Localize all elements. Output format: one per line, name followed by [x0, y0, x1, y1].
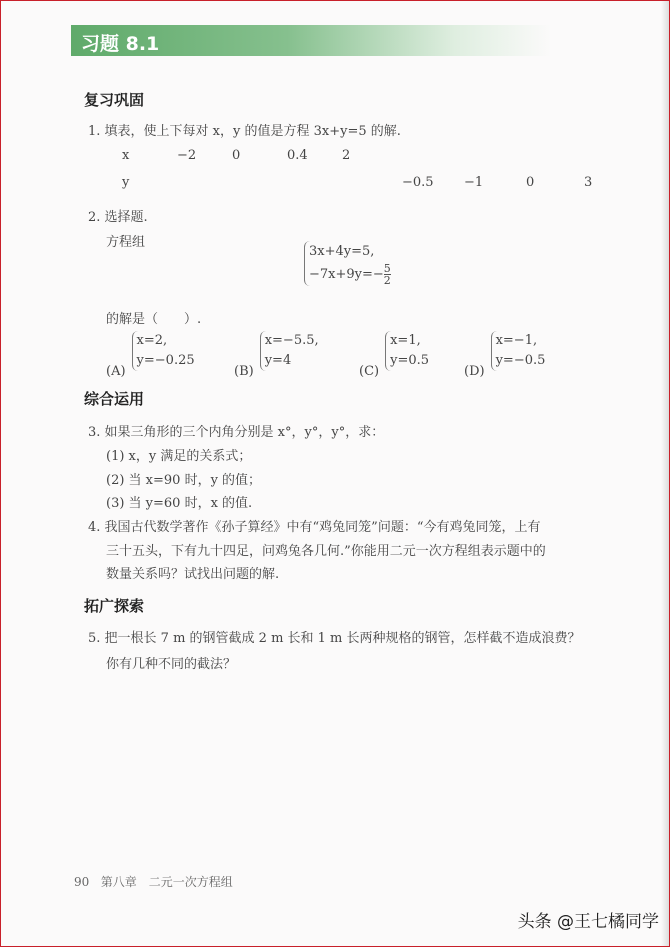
q3-text: 3. 如果三角形的三个内角分别是 x°，y°，y°，求： — [88, 425, 385, 440]
q3-sub3: (3) 当 y=60 时，x 的值. — [106, 496, 253, 511]
section-review: 复习巩固 — [84, 91, 145, 109]
q2-ask: 的解是（ ）. — [106, 312, 202, 327]
option-a[interactable] — [106, 331, 195, 379]
denominator: 2 — [383, 274, 391, 287]
cell: 3 — [584, 175, 593, 190]
option-line: x=−5.5, — [264, 333, 319, 348]
fraction — [384, 263, 391, 286]
option-label: (A) — [106, 364, 126, 379]
exercise-header — [71, 25, 551, 56]
equation-1: 3x+4y=5, — [309, 244, 375, 259]
option-label: (C) — [359, 364, 380, 379]
table-row-x — [122, 148, 397, 163]
q5-line1: 5. 把一根长 7 m 的钢管截成 2 m 长和 1 m 长两种规格的钢管，怎样截不造成浪费？ — [88, 631, 581, 646]
option-c[interactable] — [359, 331, 430, 379]
option-line: y=−0.25 — [136, 353, 195, 368]
page-edge-shadow — [661, 1, 669, 946]
page-number: 90 — [74, 875, 90, 889]
equation-2 — [309, 263, 391, 286]
q5-line2: 你有几种不同的截法？ — [106, 657, 237, 672]
q2-text: 2. 选择题. — [88, 210, 148, 225]
q2-intro: 方程组 — [106, 235, 146, 250]
page-footer — [74, 873, 233, 890]
option-label: (D) — [464, 364, 485, 379]
option-line: y=−0.5 — [495, 353, 546, 368]
q4-line2: 三十五头，下有九十四足，问鸡兔各几何.”你能用二元一次方程组表示题中的 — [106, 544, 546, 559]
option-line: y=4 — [264, 353, 292, 368]
q3-sub2: (2) 当 x=90 时，y 的值； — [106, 473, 262, 488]
option-line: x=2, — [136, 333, 168, 348]
option-label: (B) — [234, 364, 254, 379]
table-row-y — [122, 175, 622, 190]
cell: 2 — [342, 148, 351, 163]
chapter-title: 第八章 二元一次方程组 — [100, 875, 233, 889]
cell: 0.4 — [287, 148, 308, 163]
cell: −0.5 — [402, 175, 434, 190]
cell: −2 — [177, 148, 197, 163]
cell: x — [122, 148, 130, 163]
option-line: x=1, — [390, 333, 421, 348]
cell: 0 — [232, 148, 241, 163]
numerator: 5 — [383, 262, 391, 275]
cell: y — [122, 175, 130, 190]
q4-line1: 4. 我国古代数学著作《孙子算经》中有“鸡兔同笼”问题：“今有鸡兔同笼，上有 — [88, 520, 541, 535]
q1-text: 1. 填表，使上下每对 x，y 的值是方程 3x+y=5 的解. — [88, 124, 401, 139]
cell: 0 — [526, 175, 535, 190]
option-d[interactable] — [464, 331, 546, 379]
watermark: 头条 @王七橘同学 — [517, 912, 659, 932]
cell: −1 — [464, 175, 484, 190]
option-line: y=0.5 — [390, 353, 430, 368]
option-b[interactable] — [234, 331, 319, 379]
exercise-title: 习题 8.1 — [81, 33, 160, 55]
equation-system — [304, 241, 391, 286]
q4-line3: 数量关系吗？试找出问题的解. — [106, 567, 280, 582]
section-explore: 拓广探索 — [84, 597, 145, 615]
section-apply: 综合运用 — [84, 390, 145, 408]
equation-2-lhs: −7x+9y=− — [309, 267, 384, 282]
option-line: x=−1, — [495, 333, 538, 348]
q3-sub1: (1) x，y 满足的关系式； — [106, 449, 252, 464]
